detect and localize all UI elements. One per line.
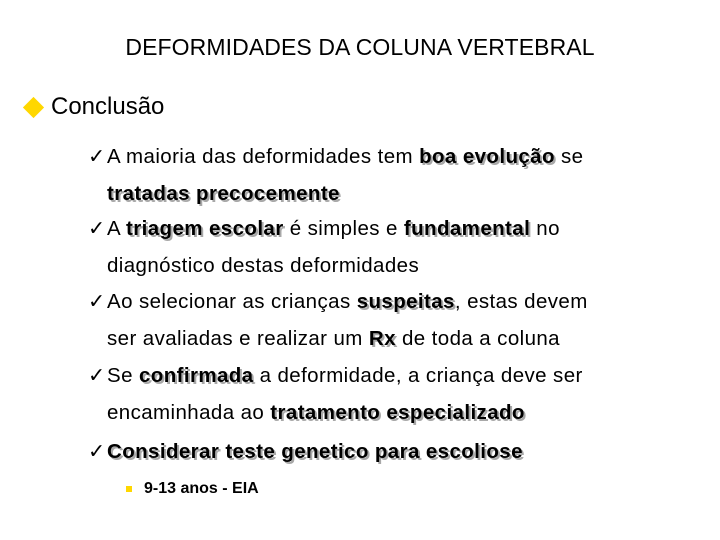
bullet-item-3 bbox=[88, 283, 698, 357]
bullet-emphasis: Considerar teste genetico para escoliose bbox=[107, 440, 523, 463]
bullet-text: , estas devem bbox=[454, 290, 588, 313]
bullet-text: é simples e bbox=[283, 217, 404, 240]
bullet-emphasis: Rx bbox=[368, 327, 396, 350]
bullet-continuation bbox=[88, 394, 698, 431]
check-icon: ✓ bbox=[88, 364, 106, 387]
section-heading bbox=[22, 92, 164, 122]
bullet-text: a deformidade, a criança deve ser bbox=[253, 364, 583, 387]
check-icon: ✓ bbox=[88, 290, 106, 313]
bullet-item-4 bbox=[88, 357, 698, 431]
check-icon: ✓ bbox=[88, 440, 106, 463]
bullet-emphasis: suspeitas bbox=[356, 290, 455, 313]
bullet-text: A maioria das deformidades tem bbox=[107, 145, 420, 168]
bullet-continuation bbox=[88, 175, 698, 212]
bullet-text: A bbox=[107, 217, 127, 240]
bullet-continuation bbox=[88, 247, 698, 284]
bullet-text: Ao selecionar as crianças bbox=[107, 290, 357, 313]
diamond-bullet-icon bbox=[23, 96, 44, 117]
bullet-item-1 bbox=[88, 138, 698, 212]
bullet-emphasis: boa evolução bbox=[419, 145, 555, 168]
sub-bullet-item bbox=[124, 478, 259, 500]
square-bullet-icon bbox=[126, 486, 132, 492]
bullet-item-2 bbox=[88, 210, 698, 284]
bullet-text: diagnóstico destas deformidades bbox=[107, 254, 420, 277]
check-icon: ✓ bbox=[88, 217, 106, 240]
bullet-item-5 bbox=[88, 433, 698, 470]
check-icon: ✓ bbox=[88, 145, 106, 168]
bullet-emphasis: fundamental bbox=[403, 217, 531, 240]
bullet-text: Se bbox=[107, 364, 139, 387]
bullet-text: ser avaliadas e realizar um bbox=[107, 327, 369, 350]
bullet-emphasis: tratadas precocemente bbox=[107, 182, 340, 205]
slide-title: DEFORMIDADES DA COLUNA VERTEBRAL bbox=[125, 34, 595, 60]
section-heading-text: Conclusão bbox=[51, 93, 165, 120]
bullet-emphasis: confirmada bbox=[138, 364, 254, 387]
bullet-emphasis: tratamento especializado bbox=[270, 401, 525, 424]
sub-bullet-text: 9-13 anos - EIA bbox=[144, 480, 259, 497]
bullet-continuation bbox=[88, 320, 698, 357]
bullet-emphasis: triagem escolar bbox=[126, 217, 284, 240]
bullet-text: encaminhada ao bbox=[107, 401, 271, 424]
bullet-text: no bbox=[530, 217, 560, 240]
bullet-text: de toda a coluna bbox=[395, 327, 560, 350]
bullet-text: se bbox=[554, 145, 584, 168]
